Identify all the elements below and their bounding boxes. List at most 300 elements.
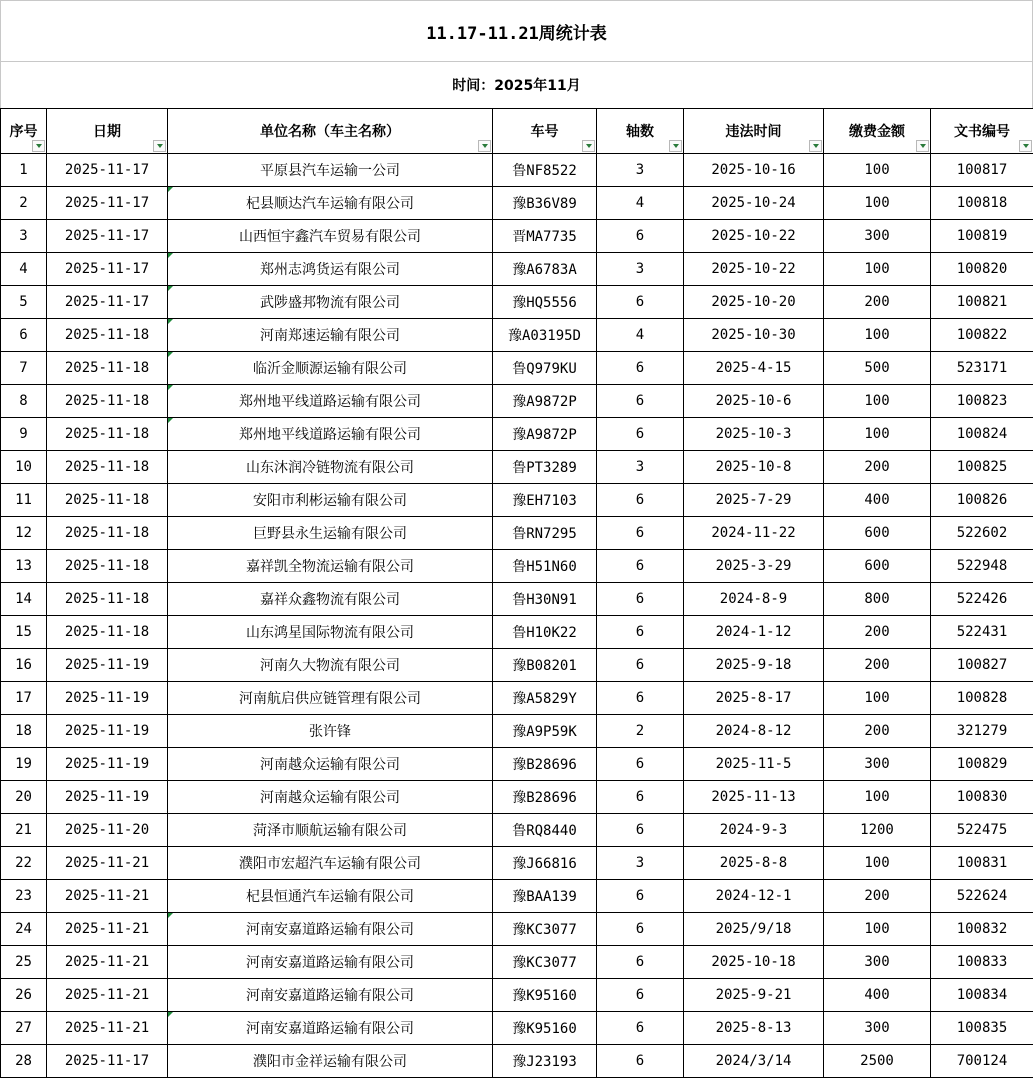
cell-company[interactable]: [168, 550, 493, 583]
header-plate[interactable]: [493, 109, 597, 154]
cell-text: 6: [636, 591, 644, 607]
cell-plate[interactable]: [493, 352, 597, 385]
cell-date[interactable]: [47, 847, 168, 880]
cell-company[interactable]: [168, 385, 493, 418]
cell-violation-time[interactable]: [684, 715, 824, 748]
cell-text: 100829: [957, 756, 1008, 772]
cell-axles[interactable]: [597, 319, 684, 352]
header-no[interactable]: [1, 109, 47, 154]
cell-text: 100: [864, 789, 889, 805]
cell-plate[interactable]: [493, 847, 597, 880]
cell-axles[interactable]: [597, 418, 684, 451]
cell-text: 26: [15, 987, 32, 1003]
cell-doc-number[interactable]: [931, 517, 1033, 550]
cell-axles[interactable]: [597, 616, 684, 649]
time-label[interactable]: 时间：2025年11月: [0, 61, 1033, 108]
cell-date[interactable]: [47, 187, 168, 220]
cell-no[interactable]: [1, 946, 47, 979]
header-company[interactable]: [168, 109, 493, 154]
cell-no[interactable]: [1, 682, 47, 715]
cell-date[interactable]: [47, 451, 168, 484]
cell-text: 2: [636, 723, 644, 739]
cell-text: 2025-11-21: [65, 954, 149, 970]
green-corner-icon: [168, 1012, 173, 1017]
cell-plate[interactable]: [493, 649, 597, 682]
table-row: [1, 385, 1033, 418]
cell-no[interactable]: [1, 1012, 47, 1045]
cell-doc-number[interactable]: [931, 253, 1033, 286]
cell-violation-time[interactable]: [684, 154, 824, 187]
cell-text: 2025-10-3: [716, 426, 792, 442]
cell-axles[interactable]: [597, 253, 684, 286]
cell-plate[interactable]: [493, 913, 597, 946]
cell-fee[interactable]: [824, 715, 931, 748]
cell-violation-time[interactable]: [684, 253, 824, 286]
cell-fee[interactable]: [824, 781, 931, 814]
cell-company[interactable]: [168, 583, 493, 616]
cell-fee[interactable]: [824, 979, 931, 1012]
cell-company[interactable]: [168, 517, 493, 550]
cell-company[interactable]: [168, 979, 493, 1012]
cell-no[interactable]: [1, 418, 47, 451]
cell-axles[interactable]: [597, 649, 684, 682]
cell-date[interactable]: [47, 913, 168, 946]
cell-company[interactable]: [168, 781, 493, 814]
cell-no[interactable]: [1, 1045, 47, 1078]
table-row: [1, 781, 1033, 814]
cell-text: 豫B36V89: [512, 196, 577, 212]
cell-fee[interactable]: [824, 1045, 931, 1078]
cell-date[interactable]: [47, 616, 168, 649]
cell-doc-number[interactable]: [931, 847, 1033, 880]
table-row: [1, 748, 1033, 781]
cell-date[interactable]: [47, 253, 168, 286]
cell-text: 25: [15, 954, 32, 970]
cell-fee[interactable]: [824, 913, 931, 946]
cell-axles[interactable]: [597, 385, 684, 418]
cell-doc-number[interactable]: [931, 154, 1033, 187]
cell-company[interactable]: [168, 748, 493, 781]
cell-plate[interactable]: [493, 781, 597, 814]
cell-axles[interactable]: [597, 187, 684, 220]
cell-company[interactable]: [168, 319, 493, 352]
cell-axles[interactable]: [597, 847, 684, 880]
cell-date[interactable]: [47, 154, 168, 187]
table-row: [1, 946, 1033, 979]
cell-company[interactable]: [168, 154, 493, 187]
cell-text: 100823: [957, 393, 1008, 409]
dropdown-arrow-icon[interactable]: [582, 140, 595, 152]
cell-text: 晋MA7735: [512, 229, 577, 245]
cell-text: 6: [636, 987, 644, 1003]
cell-no[interactable]: [1, 880, 47, 913]
cell-text: 24: [15, 921, 32, 937]
cell-no[interactable]: [1, 616, 47, 649]
cell-text: 河南郑速运输有限公司: [260, 328, 400, 344]
cell-company[interactable]: [168, 946, 493, 979]
cell-plate[interactable]: [493, 451, 597, 484]
cell-violation-time[interactable]: [684, 286, 824, 319]
header-fee[interactable]: [824, 109, 931, 154]
cell-no[interactable]: [1, 550, 47, 583]
cell-violation-time[interactable]: [684, 187, 824, 220]
cell-text: 17: [15, 690, 32, 706]
cell-fee[interactable]: [824, 946, 931, 979]
cell-company[interactable]: [168, 220, 493, 253]
cell-axles[interactable]: [597, 946, 684, 979]
cell-doc-number[interactable]: [931, 715, 1033, 748]
cell-plate[interactable]: [493, 187, 597, 220]
cell-text: 2025-10-30: [711, 327, 795, 343]
cell-date[interactable]: [47, 748, 168, 781]
cell-company[interactable]: [168, 451, 493, 484]
header-label: 文书编号: [954, 124, 1010, 140]
cell-doc-number[interactable]: [931, 418, 1033, 451]
sheet-title[interactable]: 11.17-11.21周统计表: [0, 0, 1033, 61]
cell-date[interactable]: [47, 682, 168, 715]
cell-violation-time[interactable]: [684, 880, 824, 913]
cell-fee[interactable]: [824, 748, 931, 781]
cell-axles[interactable]: [597, 583, 684, 616]
cell-fee[interactable]: [824, 319, 931, 352]
cell-text: 522602: [957, 525, 1008, 541]
cell-fee[interactable]: [824, 814, 931, 847]
cell-no[interactable]: [1, 484, 47, 517]
cell-text: 2025-9-21: [716, 987, 792, 1003]
cell-text: 100832: [957, 921, 1008, 937]
cell-text: 100824: [957, 426, 1008, 442]
cell-fee[interactable]: [824, 517, 931, 550]
cell-plate[interactable]: [493, 715, 597, 748]
cell-text: 12: [15, 525, 32, 541]
cell-violation-time[interactable]: [684, 781, 824, 814]
cell-no[interactable]: [1, 187, 47, 220]
cell-fee[interactable]: [824, 253, 931, 286]
cell-text: 鲁RQ8440: [512, 823, 577, 839]
cell-doc-number[interactable]: [931, 946, 1033, 979]
cell-date[interactable]: [47, 418, 168, 451]
cell-plate[interactable]: [493, 1012, 597, 1045]
header-row: [1, 109, 1033, 154]
cell-no[interactable]: [1, 583, 47, 616]
cell-text: 6: [636, 921, 644, 937]
cell-no[interactable]: [1, 319, 47, 352]
cell-text: 豫A5829Y: [512, 691, 577, 707]
cell-date[interactable]: [47, 1012, 168, 1045]
dropdown-arrow-icon[interactable]: [32, 140, 45, 152]
cell-company[interactable]: [168, 286, 493, 319]
cell-doc-number[interactable]: [931, 187, 1033, 220]
cell-violation-time[interactable]: [684, 385, 824, 418]
cell-plate[interactable]: [493, 946, 597, 979]
cell-date[interactable]: [47, 649, 168, 682]
cell-fee[interactable]: [824, 649, 931, 682]
cell-axles[interactable]: [597, 286, 684, 319]
cell-plate[interactable]: [493, 484, 597, 517]
cell-doc-number[interactable]: [931, 220, 1033, 253]
cell-axles[interactable]: [597, 550, 684, 583]
table-row: [1, 517, 1033, 550]
cell-violation-time[interactable]: [684, 352, 824, 385]
dropdown-arrow-icon[interactable]: [916, 140, 929, 152]
cell-company[interactable]: [168, 880, 493, 913]
cell-axles[interactable]: [597, 220, 684, 253]
cell-text: 2025-11-21: [65, 888, 149, 904]
cell-axles[interactable]: [597, 484, 684, 517]
cell-no[interactable]: [1, 781, 47, 814]
cell-violation-time[interactable]: [684, 220, 824, 253]
cell-plate[interactable]: [493, 220, 597, 253]
cell-axles[interactable]: [597, 1045, 684, 1078]
cell-no[interactable]: [1, 451, 47, 484]
cell-axles[interactable]: [597, 913, 684, 946]
cell-no[interactable]: [1, 286, 47, 319]
cell-axles[interactable]: [597, 154, 684, 187]
cell-plate[interactable]: [493, 682, 597, 715]
cell-company[interactable]: [168, 352, 493, 385]
cell-no[interactable]: [1, 385, 47, 418]
cell-text: 鲁NF8522: [512, 163, 577, 179]
cell-date[interactable]: [47, 550, 168, 583]
cell-doc-number[interactable]: [931, 781, 1033, 814]
dropdown-arrow-icon[interactable]: [478, 140, 491, 152]
header-date[interactable]: [47, 109, 168, 154]
cell-violation-time[interactable]: [684, 1012, 824, 1045]
cell-axles[interactable]: [597, 682, 684, 715]
cell-text: 豫J23193: [512, 1054, 577, 1070]
cell-violation-time[interactable]: [684, 451, 824, 484]
cell-company[interactable]: [168, 187, 493, 220]
cell-doc-number[interactable]: [931, 748, 1033, 781]
cell-doc-number[interactable]: [931, 352, 1033, 385]
dropdown-arrow-icon[interactable]: [153, 140, 166, 152]
cell-doc-number[interactable]: [931, 979, 1033, 1012]
cell-date[interactable]: [47, 517, 168, 550]
cell-axles[interactable]: [597, 979, 684, 1012]
cell-company[interactable]: [168, 913, 493, 946]
cell-fee[interactable]: [824, 847, 931, 880]
cell-text: 山东沐润冷链物流有限公司: [246, 460, 414, 476]
cell-date[interactable]: [47, 715, 168, 748]
cell-no[interactable]: [1, 814, 47, 847]
cell-company[interactable]: [168, 253, 493, 286]
cell-doc-number[interactable]: [931, 649, 1033, 682]
header-label: 日期: [93, 124, 121, 140]
cell-date[interactable]: [47, 286, 168, 319]
cell-text: 2025-11-21: [65, 921, 149, 937]
cell-doc-number[interactable]: [931, 583, 1033, 616]
cell-plate[interactable]: [493, 517, 597, 550]
cell-date[interactable]: [47, 220, 168, 253]
header-violation-time[interactable]: [684, 109, 824, 154]
cell-plate[interactable]: [493, 154, 597, 187]
cell-doc-number[interactable]: [931, 1012, 1033, 1045]
cell-plate[interactable]: [493, 616, 597, 649]
cell-company[interactable]: [168, 1045, 493, 1078]
cell-text: 豫K95160: [512, 1021, 577, 1037]
cell-doc-number[interactable]: [931, 880, 1033, 913]
cell-no[interactable]: [1, 748, 47, 781]
cell-fee[interactable]: [824, 418, 931, 451]
cell-violation-time[interactable]: [684, 616, 824, 649]
cell-violation-time[interactable]: [684, 583, 824, 616]
cell-company[interactable]: [168, 682, 493, 715]
cell-fee[interactable]: [824, 583, 931, 616]
cell-doc-number[interactable]: [931, 319, 1033, 352]
cell-no[interactable]: [1, 517, 47, 550]
table-row: [1, 715, 1033, 748]
cell-company[interactable]: [168, 1012, 493, 1045]
cell-company[interactable]: [168, 484, 493, 517]
cell-plate[interactable]: [493, 814, 597, 847]
cell-violation-time[interactable]: [684, 649, 824, 682]
cell-violation-time[interactable]: [684, 550, 824, 583]
cell-fee[interactable]: [824, 1012, 931, 1045]
cell-doc-number[interactable]: [931, 1045, 1033, 1078]
cell-axles[interactable]: [597, 517, 684, 550]
cell-fee[interactable]: [824, 154, 931, 187]
cell-fee[interactable]: [824, 616, 931, 649]
cell-text: 嘉祥凯全物流运输有限公司: [246, 559, 414, 575]
cell-axles[interactable]: [597, 880, 684, 913]
cell-date[interactable]: [47, 946, 168, 979]
cell-no[interactable]: [1, 979, 47, 1012]
cell-company[interactable]: [168, 649, 493, 682]
cell-axles[interactable]: [597, 451, 684, 484]
header-doc-number[interactable]: [931, 109, 1033, 154]
cell-text: 100817: [957, 162, 1008, 178]
dropdown-arrow-icon[interactable]: [669, 140, 682, 152]
cell-fee[interactable]: [824, 550, 931, 583]
cell-text: 11: [15, 492, 32, 508]
cell-no[interactable]: [1, 154, 47, 187]
cell-date[interactable]: [47, 1045, 168, 1078]
cell-doc-number[interactable]: [931, 913, 1033, 946]
cell-date[interactable]: [47, 352, 168, 385]
cell-doc-number[interactable]: [931, 484, 1033, 517]
cell-no[interactable]: [1, 352, 47, 385]
table-row: [1, 484, 1033, 517]
cell-date[interactable]: [47, 385, 168, 418]
cell-text: 2025-11-21: [65, 1020, 149, 1036]
header-axles[interactable]: [597, 109, 684, 154]
cell-no[interactable]: [1, 649, 47, 682]
cell-axles[interactable]: [597, 352, 684, 385]
cell-text: 杞县顺达汽车运输有限公司: [246, 196, 414, 212]
cell-text: 5: [19, 294, 27, 310]
cell-plate[interactable]: [493, 880, 597, 913]
cell-company[interactable]: [168, 715, 493, 748]
dropdown-arrow-icon[interactable]: [1019, 140, 1032, 152]
cell-no[interactable]: [1, 847, 47, 880]
cell-violation-time[interactable]: [684, 1045, 824, 1078]
cell-doc-number[interactable]: [931, 451, 1033, 484]
cell-violation-time[interactable]: [684, 748, 824, 781]
cell-text: 2025-10-22: [711, 261, 795, 277]
cell-fee[interactable]: [824, 880, 931, 913]
cell-text: 2024-8-9: [720, 591, 787, 607]
cell-date[interactable]: [47, 583, 168, 616]
cell-fee[interactable]: [824, 385, 931, 418]
cell-fee[interactable]: [824, 187, 931, 220]
cell-company[interactable]: [168, 616, 493, 649]
cell-company[interactable]: [168, 418, 493, 451]
cell-text: 100: [864, 327, 889, 343]
table-row: [1, 253, 1033, 286]
cell-violation-time[interactable]: [684, 682, 824, 715]
cell-date[interactable]: [47, 781, 168, 814]
cell-fee[interactable]: [824, 682, 931, 715]
cell-violation-time[interactable]: [684, 484, 824, 517]
cell-axles[interactable]: [597, 748, 684, 781]
cell-date[interactable]: [47, 814, 168, 847]
cell-plate[interactable]: [493, 286, 597, 319]
cell-date[interactable]: [47, 319, 168, 352]
cell-doc-number[interactable]: [931, 682, 1033, 715]
cell-text: 100820: [957, 261, 1008, 277]
cell-plate[interactable]: [493, 385, 597, 418]
cell-fee[interactable]: [824, 352, 931, 385]
cell-no[interactable]: [1, 253, 47, 286]
cell-violation-time[interactable]: [684, 847, 824, 880]
cell-violation-time[interactable]: [684, 913, 824, 946]
cell-axles[interactable]: [597, 715, 684, 748]
cell-plate[interactable]: [493, 418, 597, 451]
cell-plate[interactable]: [493, 550, 597, 583]
cell-company[interactable]: [168, 847, 493, 880]
cell-plate[interactable]: [493, 583, 597, 616]
cell-text: 2025-11-17: [65, 261, 149, 277]
cell-text: 豫A9P59K: [512, 724, 577, 740]
cell-plate[interactable]: [493, 319, 597, 352]
cell-date[interactable]: [47, 979, 168, 1012]
cell-doc-number[interactable]: [931, 550, 1033, 583]
cell-violation-time[interactable]: [684, 946, 824, 979]
cell-fee[interactable]: [824, 286, 931, 319]
cell-violation-time[interactable]: [684, 319, 824, 352]
cell-text: 豫HQ5556: [512, 295, 577, 311]
dropdown-arrow-icon[interactable]: [809, 140, 822, 152]
cell-axles[interactable]: [597, 814, 684, 847]
cell-doc-number[interactable]: [931, 616, 1033, 649]
cell-doc-number[interactable]: [931, 385, 1033, 418]
cell-violation-time[interactable]: [684, 418, 824, 451]
cell-doc-number[interactable]: [931, 286, 1033, 319]
cell-doc-number[interactable]: [931, 814, 1033, 847]
cell-plate[interactable]: [493, 253, 597, 286]
cell-violation-time[interactable]: [684, 517, 824, 550]
cell-date[interactable]: [47, 880, 168, 913]
cell-text: 2500: [860, 1053, 894, 1069]
cell-date[interactable]: [47, 484, 168, 517]
cell-no[interactable]: [1, 715, 47, 748]
cell-axles[interactable]: [597, 1012, 684, 1045]
cell-no[interactable]: [1, 913, 47, 946]
cell-no[interactable]: [1, 220, 47, 253]
cell-text: 2025-11-17: [65, 228, 149, 244]
cell-fee[interactable]: [824, 484, 931, 517]
cell-fee[interactable]: [824, 220, 931, 253]
cell-plate[interactable]: [493, 748, 597, 781]
cell-company[interactable]: [168, 814, 493, 847]
cell-fee[interactable]: [824, 451, 931, 484]
table-row: [1, 451, 1033, 484]
cell-plate[interactable]: [493, 979, 597, 1012]
cell-violation-time[interactable]: [684, 814, 824, 847]
cell-plate[interactable]: [493, 1045, 597, 1078]
cell-axles[interactable]: [597, 781, 684, 814]
cell-violation-time[interactable]: [684, 979, 824, 1012]
